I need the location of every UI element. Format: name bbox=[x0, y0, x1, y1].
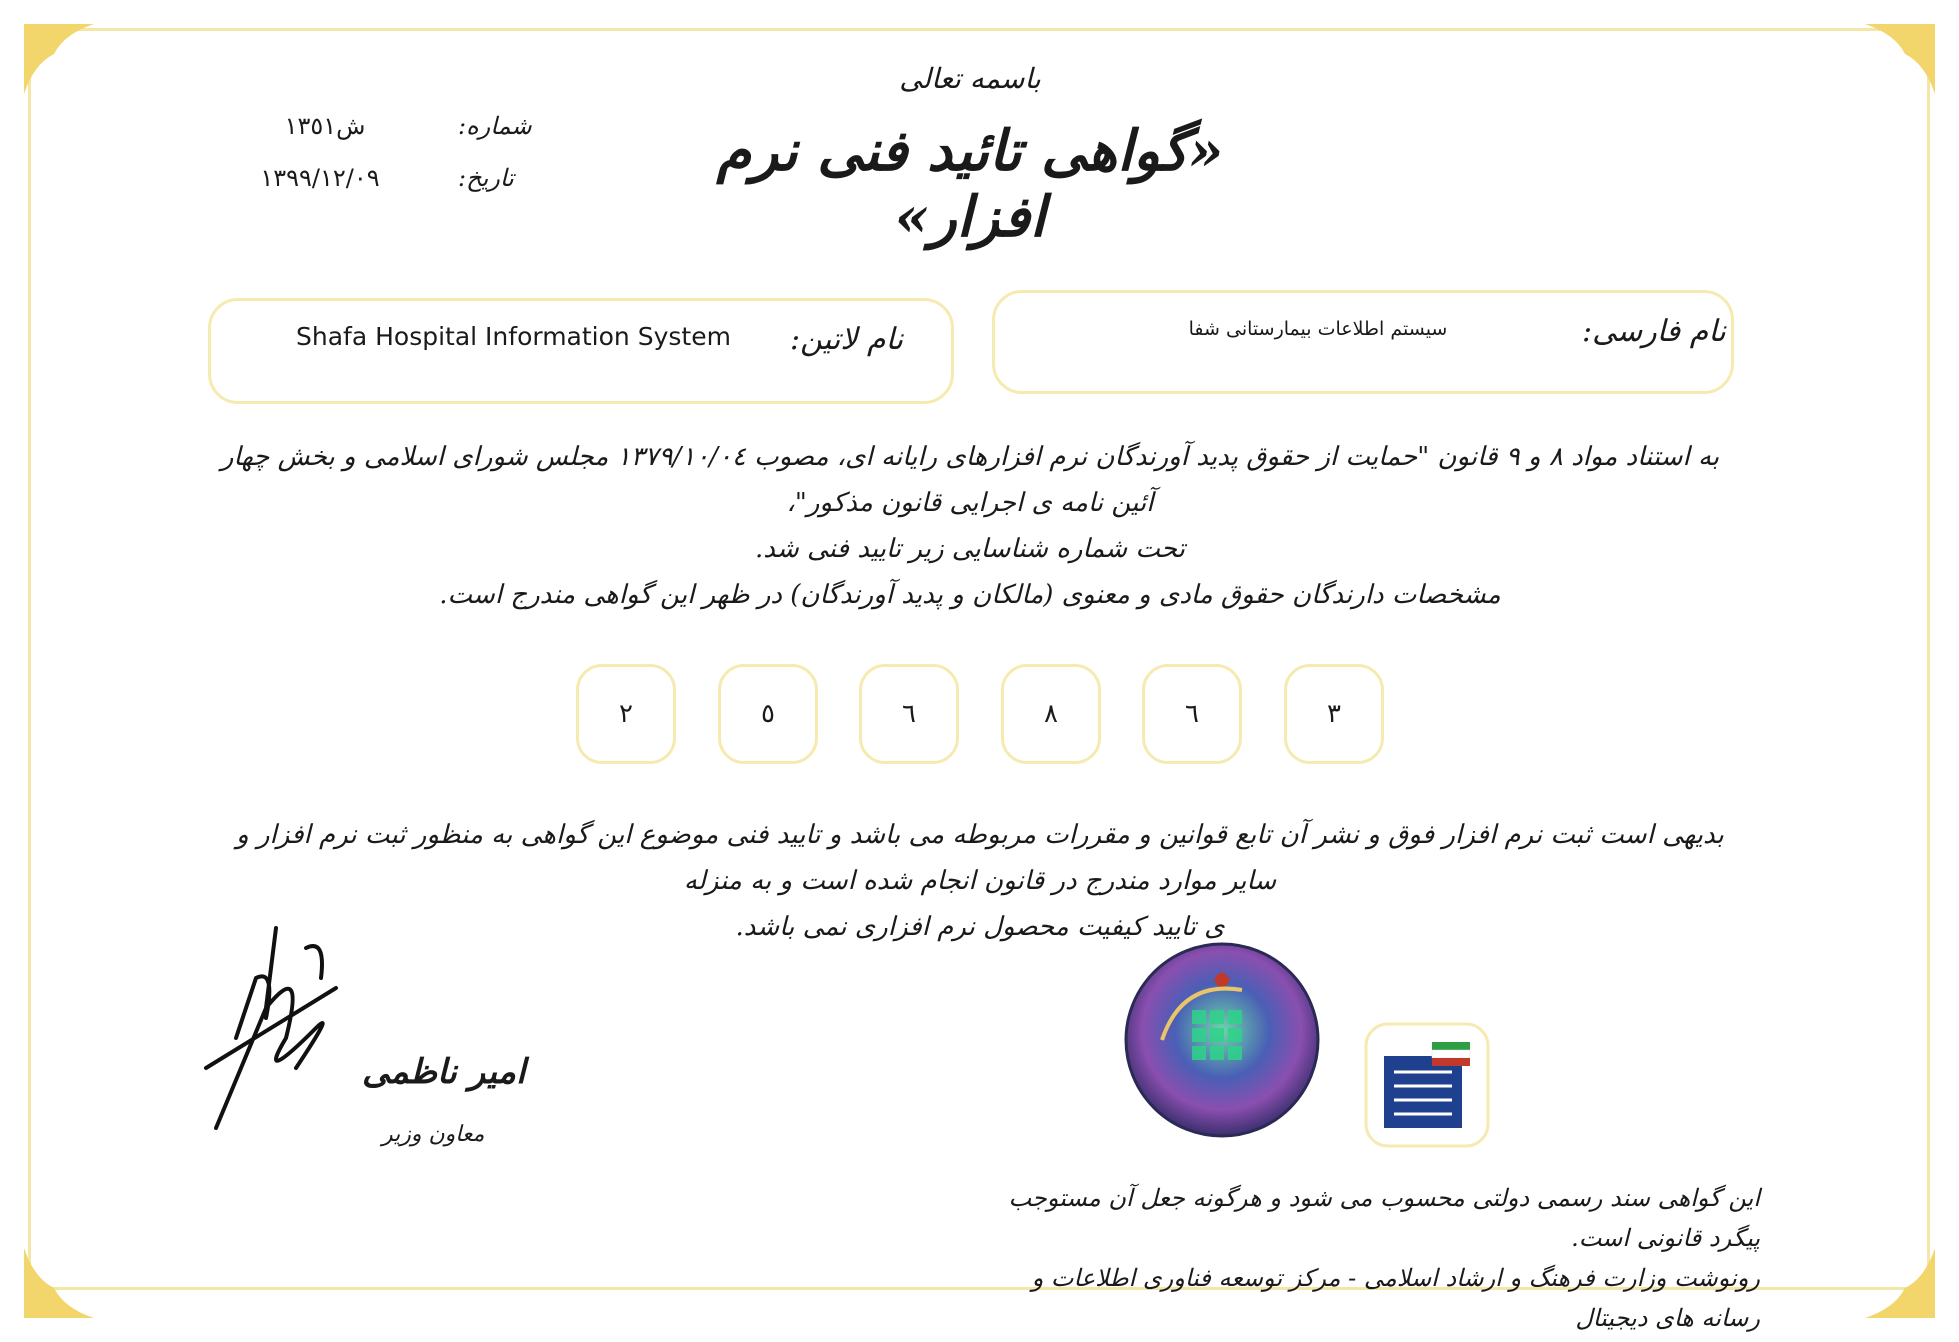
latin-name-label: نام لاتین: bbox=[790, 322, 904, 357]
serial-digit: ٨ bbox=[1001, 664, 1101, 764]
signer-title: معاون وزیر bbox=[382, 1122, 485, 1147]
date-label: تاریخ: bbox=[458, 164, 514, 192]
serial-digit: ٦ bbox=[1142, 664, 1242, 764]
number-label: شماره: bbox=[458, 112, 532, 140]
disclaimer-line-1: بدیهی است ثبت نرم افزار فوق و نشر آن تابع قوانین و مقررات مربوطه می باشد و تایید فنی موضوع این گواهی به منظور ثبت نرم افزار و سایر موارد مندرج در قانون انجام شده است و به منزله bbox=[236, 820, 1724, 896]
law-line-2: تحت شماره شناسایی زیر تایید فنی شد. bbox=[755, 534, 1185, 564]
basmala: باسمه تعالی bbox=[899, 62, 1041, 95]
serial-digit: ٢ bbox=[576, 664, 676, 764]
farsi-name-label: نام فارسی: bbox=[1582, 314, 1726, 349]
serial-digit: ٥ bbox=[718, 664, 818, 764]
serial-digit: ٦ bbox=[859, 664, 959, 764]
disclaimer-line-2: ی تایید کیفیت محصول نرم افزاری نمی باشد. bbox=[735, 912, 1225, 942]
hologram-seal bbox=[1122, 940, 1322, 1140]
corner-ornament bbox=[24, 1248, 94, 1318]
corner-ornament bbox=[1865, 24, 1935, 94]
certificate-title: «گواهی تائید فنی نرم افزار» bbox=[716, 118, 1224, 250]
law-line-3: مشخصات دارندگان حقوق مادی و معنوی (مالکان و پدید آورندگان) در ظهر این گواهی مندرج است. bbox=[439, 580, 1501, 610]
corner-ornament bbox=[24, 24, 94, 94]
footer-line-2: رونوشت وزارت فرهنگ و ارشاد اسلامی - مرکز توسعه فناوری اطلاعات و رسانه های دیجیتال bbox=[1031, 1264, 1760, 1332]
farsi-name-value: سیستم اطلاعات بیمارستانی شفا bbox=[1188, 318, 1448, 340]
law-paragraph bbox=[200, 434, 1740, 618]
ministry-logo bbox=[1362, 1020, 1492, 1150]
number-value: ش١٣٥١ bbox=[284, 112, 366, 140]
footer-note bbox=[1000, 1178, 1760, 1338]
serial-number bbox=[570, 664, 1384, 764]
date-value: ١٣٩٩/١٢/٠٩ bbox=[260, 164, 380, 192]
serial-digit: ٣ bbox=[1284, 664, 1384, 764]
latin-name-value: Shafa Hospital Information System bbox=[296, 322, 731, 351]
law-line-1: به استناد مواد ٨ و ٩ قانون "حمایت از حقوق پدید آورندگان نرم افزارهای رایانه ای، مصوب ١٣٧٩/١٠/٠٤ مجلس شورای اسلامی و بخش چهار آئین نامه ی اجرایی قانون مذکور"، bbox=[220, 442, 1720, 518]
disclaimer-paragraph bbox=[210, 812, 1750, 950]
signer-name: امیر ناظمی bbox=[362, 1052, 526, 1092]
signature bbox=[196, 918, 346, 1138]
footer-line-1: این گواهی سند رسمی دولتی محسوب می شود و هرگونه جعل آن مستوجب پیگرد قانونی است. bbox=[1008, 1184, 1760, 1252]
corner-ornament bbox=[1865, 1248, 1935, 1318]
